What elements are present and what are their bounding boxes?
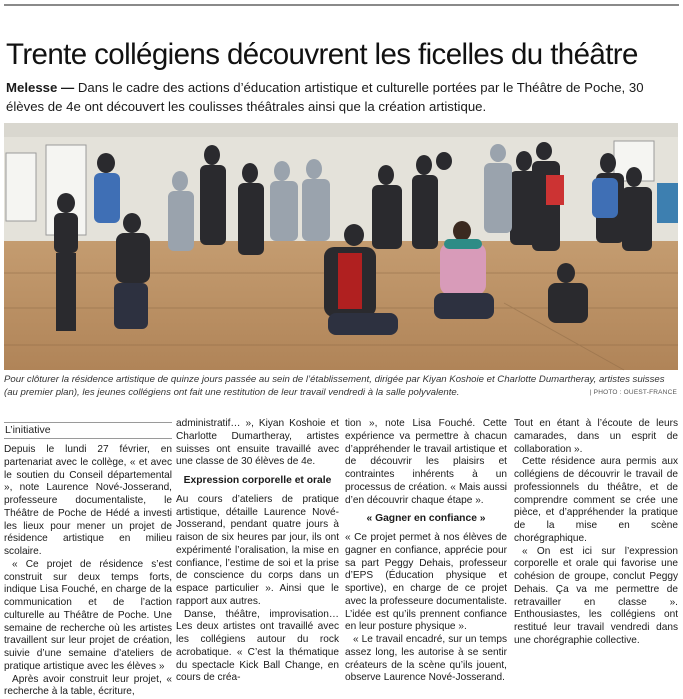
article-column-4: [514, 418, 678, 648]
section-label: L’initiative: [4, 422, 172, 439]
col1-paragraph-3: Après avoir construit leur projet, « recherche à la table, écriture,: [4, 674, 172, 699]
article-column-2: [176, 418, 339, 685]
top-rule: [4, 4, 679, 6]
article-column-3: [345, 418, 507, 685]
col4-paragraph-1: Tout en étant à l’écoute de leurs camarades, dans un esprit de collaboration ».: [514, 418, 678, 456]
group-photo: [4, 123, 678, 370]
group-photo-image: [4, 123, 678, 370]
col4-paragraph-3: « On est ici sur l’expression corporelle et orale qui favorise une cohésion de groupe, conclut Peggy Dehais. Ça va me permettre de retravailler en classe ». Enthousiastes, les collégiens ont restitué leur travail vendredi dans une chorégraphie collective.: [514, 546, 678, 648]
col3-paragraph-3: « Le travail encadré, sur un temps assez long, les autorise à se sentir créateurs de la scène qu’ils jouent, observe Laurence Nové-Josserand.: [345, 634, 507, 685]
col2-paragraph-2: Au cours d’ateliers de pratique artistique, détaille Laurence Nové-Josserand, pendant quatre jours à raison de six heures par jour, ils ont expérimenté l’oralisation, la mise en confiance, l’estime de soi et la prise de conscience du corps dans un espace particulier ». Ainsi que le rapport aux autres.: [176, 494, 339, 609]
col3-paragraph-1: tion », note Lisa Fouché. Cette expérience va permettre à chacun d’appréhender le travail artistique et de découvrir les plaisirs et contraintes inhérents à un processus de création. « Mais aussi d’en découvrir chaque étape ».: [345, 418, 507, 507]
col1-paragraph-1: Depuis le lundi 27 février, en partenariat avec le collège, « et avec le soutien du Conseil départemental », note Laurence Nové-Josserand, professeure documentaliste, le Théâtre de Poche de Hédé a investi les lieux pour mener un projet de résidence artistique en milieu scolaire.: [4, 444, 172, 559]
photo-caption: Pour clôturer la résidence artistique de quinze jours passée au sein de l’établissement, dirigée par Kiyan Koshoie et Charlotte Dumartheray, artistes suisses (au premier plan), les jeunes collégiens ont fait une restitution de leur travail vendredi à la salle polyvalente.: [4, 374, 676, 399]
col2-paragraph-1: administratif… », Kiyan Koshoie et Charlotte Dumartheray, artistes suisses ont ensuite travaillé avec une classe de 30 élèves de 4e.: [176, 418, 339, 469]
subheading-confiance: « Gagner en confiance »: [345, 513, 507, 526]
col2-paragraph-3: Danse, théâtre, improvisation… Les deux artistes ont travaillé avec les collégiens autour du rock acrobatique. « C’est la thématique du spectacle Kick Ball Change, en cours de créa-: [176, 609, 339, 686]
article-headline: Trente collégiens découvrent les ficelles du théâtre: [6, 38, 678, 72]
subheading-expression: Expression corporelle et orale: [176, 475, 339, 488]
article-column-1: [4, 444, 172, 699]
article-lede: [6, 78, 676, 116]
photo-credit: | PHOTO : OUEST-FRANCE: [590, 389, 677, 396]
lede-text: Dans le cadre des actions d’éducation artistique et culturelle portées par le Théâtre de Poche, 30 élèves de 4e ont découvert les coulisses théâtrales ainsi que la création artistique.: [6, 80, 644, 114]
col4-paragraph-2: Cette résidence aura permis aux collégiens de découvrir le travail de professionnels du théâtre, et de comprendre comment se crée une pièce, et d’appréhender la pratique de la mise en scène chorégraphique.: [514, 456, 678, 545]
dateline-location: Melesse —: [6, 80, 74, 95]
col1-paragraph-2: « Ce projet de résidence s’est construit sur deux temps forts, indique Lisa Fouché, en charge de la communication et de l’action culturelle au Théâtre de Poche. Une semaine de recherche où les artistes travaillent sur leur projet de création, suivie d’une semaine d’ateliers de pratique artistique avec les élèves »: [4, 559, 172, 674]
col3-paragraph-2: « Ce projet permet à nos élèves de gagner en confiance, apprécie pour sa part Peggy Dehais, professeur d’EPS (Éducation physique et sportive), en charge de ce projet avec la professeure documentaliste. L’idée est qu’ils prennent confiance en leur posture physique ».: [345, 532, 507, 634]
